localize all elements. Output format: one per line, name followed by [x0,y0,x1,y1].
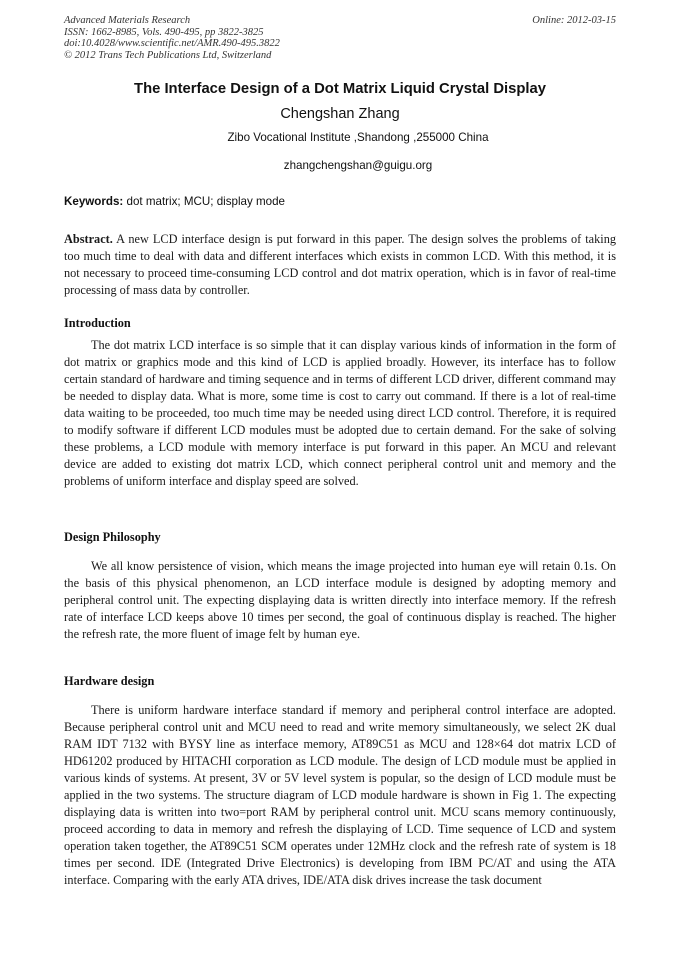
introduction-paragraph: The dot matrix LCD interface is so simple that it can display various kinds of information in the form of dot matrix or graphics mode and this kind of LCD is applied broadly. However, its interface has to follow certain standard of hardware and timing sequence and in terms of different LCD driver, different command may be needed to display data. What is more, some time is cost to carry out command. If there is a lot of real-time data waiting to be proceeded, too much time may be needed using direct LCD control. Therefore, it is required to modify software if different LCD modules must be adopted due to certain demand. For the sake of solving these problems, a LCD module with memory interface is put forward in this paper. An MCU and relevant device are added to existing dot matrix LCD, which connect peripheral control unit and memory and the problems of uniform interface and display speed are solved. [64,338,616,488]
keywords-text: dot matrix; MCU; display mode [123,195,285,208]
section-heading-design-philosophy: Design Philosophy [64,530,161,544]
journal-name: Advanced Materials Research [64,15,191,26]
hardware-design-paragraph: There is uniform hardware interface standard if memory and peripheral control interface are adopted. Because peripheral control unit and MCU need to read and write memory simultaneously, we select 2K dual RAM IDT 7132 with BYSY line as interface memory, AT89C51 as MCU and 128×64 dot matrix LCD of HD61202 produced by HITACHI corporation as LCD module. The design of LCD module must be applied in various kinds of systems. At present, 3V or 5V level system is popular, so the design of LCD module must be applied in the two systems. The structure diagram of LCD module hardware is shown in Fig 1. The expecting displaying data is written into two=port RAM by peripheral control unit. MCU scans memory continuously, proceed according to data in memory and refresh the displaying of LCD. Time sequence of LCD and system operation taken together, the AT89C51 SCM operates under 12MHz clock and the refresh rate of system is 18 times per second. IDE (Integrated Drive Electronics) is developing from IBM PC/AT and using the ATA interface. Comparing with the early ATA drives, IDE/ATA disk drives increase the task document [64,703,616,887]
journal-issn: ISSN: 1662-8985, Vols. 490-495, pp 3822-3825 [64,26,264,38]
section-heading-hardware-design: Hardware design [64,674,155,688]
online-date: Online: 2012-03-15 [532,15,616,26]
author-affiliation: Zibo Vocational Institute ,Shandong ,255000 China [227,131,489,144]
journal-doi: doi:10.4028/www.scientific.net/AMR.490-495.3822 [64,38,280,50]
abstract-paragraph [64,231,616,299]
keywords-label: Keywords: [64,195,124,208]
paper-title: The Interface Design of a Dot Matrix Liquid Crystal Display [134,81,546,97]
section-heading-introduction: Introduction [64,316,131,330]
journal-copyright: © 2012 Trans Tech Publications Ltd, Switzerland [64,49,272,61]
keywords-line [64,195,616,208]
author-email: zhangchengshan@guigu.org [283,159,433,172]
journal-header [64,15,616,61]
abstract-label: Abstract. [64,232,113,246]
design-philosophy-paragraph: We all know persistence of vision, which means the image projected into human eye will retain 0.1s. On the basis of this physical phenomenon, an LCD interface module is designed by adopting memory and peripheral control unit. The expecting displaying data is written directly into interface memory. If the refresh rate of interface LCD keeps above 10 times per second, the goal of continuous display is reached. The higher the refresh rate, the more fluent of image felt by human eye. [64,559,616,641]
author-name: Chengshan Zhang [280,106,400,122]
abstract-text: A new LCD interface design is put forward in this paper. The design solves the problems of taking too much time to deal with data and different interfaces which exists in common LCD. With this method, it is not necessary to proceed time-consuming LCD control and dot matrix operation, which is in favor of real-time processing of mass data by controller. [64,232,616,297]
